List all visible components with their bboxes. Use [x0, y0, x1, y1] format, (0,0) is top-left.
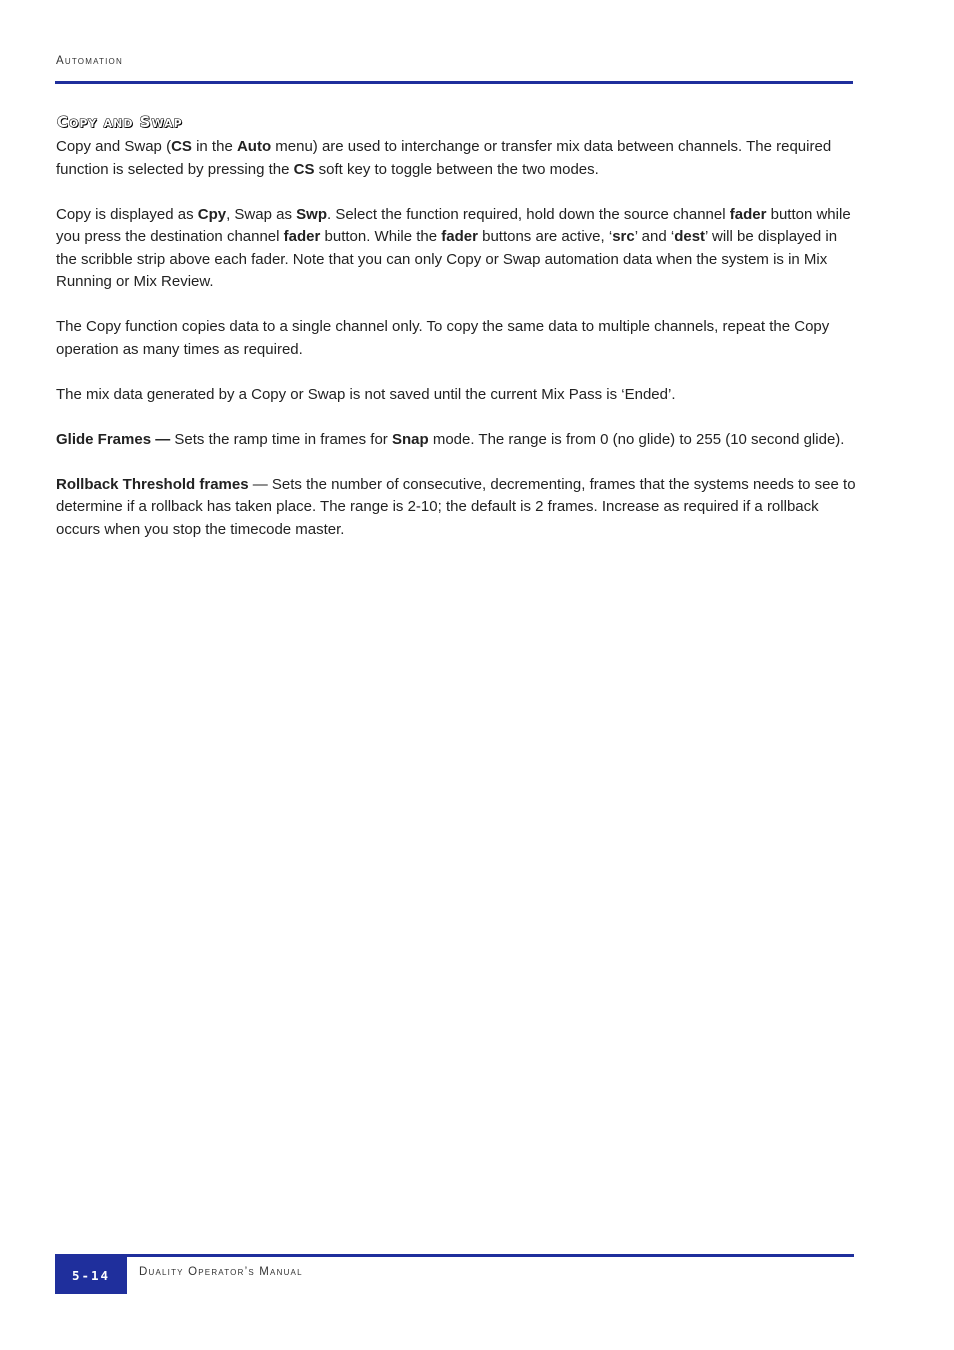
bold-term: Cpy — [197, 205, 227, 223]
bold-term: Auto — [236, 138, 272, 155]
header-rule — [55, 81, 853, 84]
bold-term: Swp — [296, 205, 327, 223]
paragraph-copy-swap-usage — [56, 204, 856, 294]
bold-term: fader — [729, 205, 767, 223]
bold-term: Rollback Threshold frames — [56, 475, 249, 493]
text-run: button. While the — [320, 228, 442, 245]
text-run: soft key to toggle between the two modes. — [314, 160, 599, 178]
bold-term: Snap — [391, 430, 429, 448]
bold-term: fader — [283, 228, 321, 245]
paragraph-glide-frames — [56, 429, 856, 452]
footer-rule — [55, 1254, 854, 1257]
bold-term: Glide Frames — — [56, 430, 171, 448]
page-number-badge — [55, 1256, 127, 1294]
page-number: 5-14 — [71, 1267, 111, 1283]
bold-term: src — [612, 228, 635, 245]
text-run: in the — [191, 138, 237, 155]
text-run: ’ and ‘ — [634, 228, 675, 245]
text-run: The Copy function copies data to a single channel only. To copy the same data to multiple channels, repeat the Copy operation as many times as required. — [56, 318, 830, 358]
bold-term: CS — [171, 138, 192, 155]
running-header: Automation — [56, 55, 123, 67]
text-run: , Swap as — [226, 205, 297, 223]
bold-term: CS — [293, 160, 315, 178]
text-run: The mix data generated by a Copy or Swap is not saved until the current Mix Pass is ‘Ended’. — [56, 385, 676, 403]
bold-term: fader — [441, 228, 478, 245]
text-run: Copy and Swap ( — [56, 138, 172, 155]
text-run: mode. The range is from 0 (no glide) to 255 (10 second glide). — [428, 430, 845, 448]
text-run: Sets the ramp time in frames for — [170, 430, 392, 448]
text-run: . Select the function required, hold down the source channel — [326, 205, 730, 223]
bold-term: dest — [674, 228, 706, 245]
text-run: Copy is displayed as — [56, 205, 198, 223]
paragraph-copy-function — [56, 316, 856, 361]
text-run: ’ will be displayed in the scribble strip above each fader. Note that you can only Copy or Swap automation data when the system is in Mix Running or Mix Review. — [56, 228, 838, 290]
paragraph-rollback-threshold — [56, 474, 856, 542]
text-run: — Sets the number of consecutive, decrementing, frames that the systems needs to see to determine if a rollback has taken place. The range is 2-10; the default is 2 frames. Increase as required if a rollback occurs when you stop the timecode master. — [56, 475, 856, 538]
text-run: menu) are used to interchange or transfer mix data between channels. The required function is selected by pressing the — [56, 138, 832, 178]
paragraph-copy-swap-intro — [56, 136, 856, 181]
section-title: Copy and Swap — [57, 113, 183, 131]
text-run: button while you press the destination channel — [56, 205, 851, 245]
text-run: buttons are active, ‘ — [477, 228, 613, 245]
body-text — [56, 136, 856, 564]
footer-manual-title: Duality Operator’s Manual — [139, 1266, 303, 1278]
paragraph-mix-data-note — [56, 384, 856, 407]
